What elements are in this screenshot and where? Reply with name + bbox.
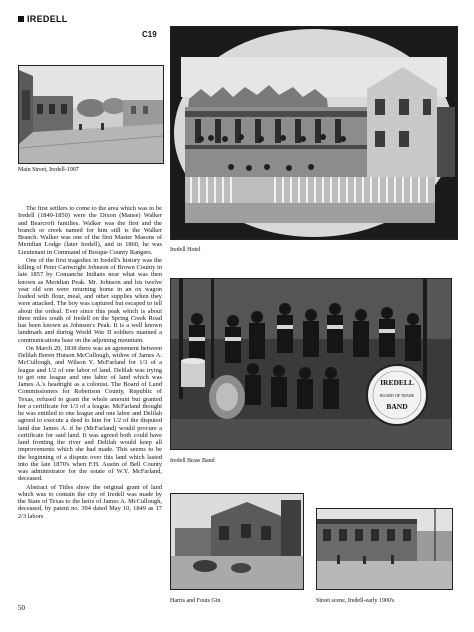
gin-image	[171, 494, 303, 589]
drum-title: IREDELL	[380, 378, 414, 387]
section-header	[18, 14, 68, 24]
hotel-image	[171, 27, 457, 239]
gin-photo	[170, 493, 304, 590]
article-paragraph: Abstract of Titles show the original grant of land which was to contain the city of Iredell was made by the State of Texas to the heirs of James A. McCullough, deceased, by patent no. 394 dated May 10, 1849 as 17 2/3 labors	[18, 483, 162, 520]
street-scene-caption: Street scene, Iredell-early 1900's	[316, 598, 395, 604]
brass-band-caption: Iredell Brass Band	[170, 458, 215, 464]
page-code: C19	[142, 30, 157, 39]
section-title: IREDELL	[27, 14, 68, 24]
brass-band-photo	[170, 278, 452, 450]
gin-caption: Harris and Fouts Gin	[170, 598, 221, 604]
main-street-photo	[18, 65, 164, 164]
drum-band-label: BAND	[386, 402, 408, 411]
article-paragraph: The first settlers to come to the area which was to be Iredell (1849-1850) were the Dixon (Manse) Walker and Bearcroft families. Walker was the first and the branch or creek named for him still is the Walker Branch. Walker was one of the first Master Masons of Meridian Lodge (later Iredell), and in 1860, he was Lieutenant in Command of Bosque County Rangers.	[18, 205, 162, 256]
main-street-image	[19, 66, 163, 163]
article-body	[18, 205, 162, 605]
main-street-caption: Main Street, Iredell-1907	[18, 167, 79, 173]
drum-subtitle: BOARD OF TRADE	[379, 393, 415, 398]
hotel-photo	[170, 26, 458, 240]
hotel-caption: Iredell Hotel	[170, 247, 201, 253]
article-paragraph: One of the first tragedies in Iredell's history was the killing of Peter Cartwright Johnson of Brown County in late 1857 by Comanche Indians near what was then known as Meridian Peak. Mr. Johnson and his twelve year old son were returning home in an ox wagon loaded with flour, meal, and other supplies when they were attacked. The boy was captured but escaped to tell about the ordeal. Ever since this peak which is about three miles south of Iredell on the Spring Creek Road has been known as Johnson's Peak. It is a well known landmark and during World War II soldiers manned a communications base on the adjoining mountain.	[18, 256, 162, 344]
article-paragraph: On March 20, 1838 there was an agreement between Delilah Boren Hutson McCullough, widow of James A. McCullough, and Wilson Y. McFarland for 1/3 of a league and 1/2 of one labor of land. Delilah was trying to get one league and one labor of land which was James A.'s headright as a colonist. The Board of Land Commissioners for Robertson County, Republic of Texas, refused to grant the whole amount but granted her a certificate for 1/3 of a league. McFarland thought he was entitled to one league and one labor and Delilah agreed to execute a deed to him for 1/2 of the disputed land due James A. if he (McFarland) would procure a certificate for said land. It was agreed both could have land fronting the river and Delilah would keep all improvements which she had made. This seems to be the beginning of a dispute over this land which lasted into the late 1870's when F.H. Austin of Bell County was administrator for the estate of W.Y. McFarland, deceased.	[18, 344, 162, 483]
page-number: 50	[18, 604, 25, 612]
square-bullet-icon	[18, 16, 24, 22]
street-scene-photo	[316, 508, 453, 590]
brass-band-image	[171, 279, 451, 449]
street-scene-image	[317, 509, 452, 589]
